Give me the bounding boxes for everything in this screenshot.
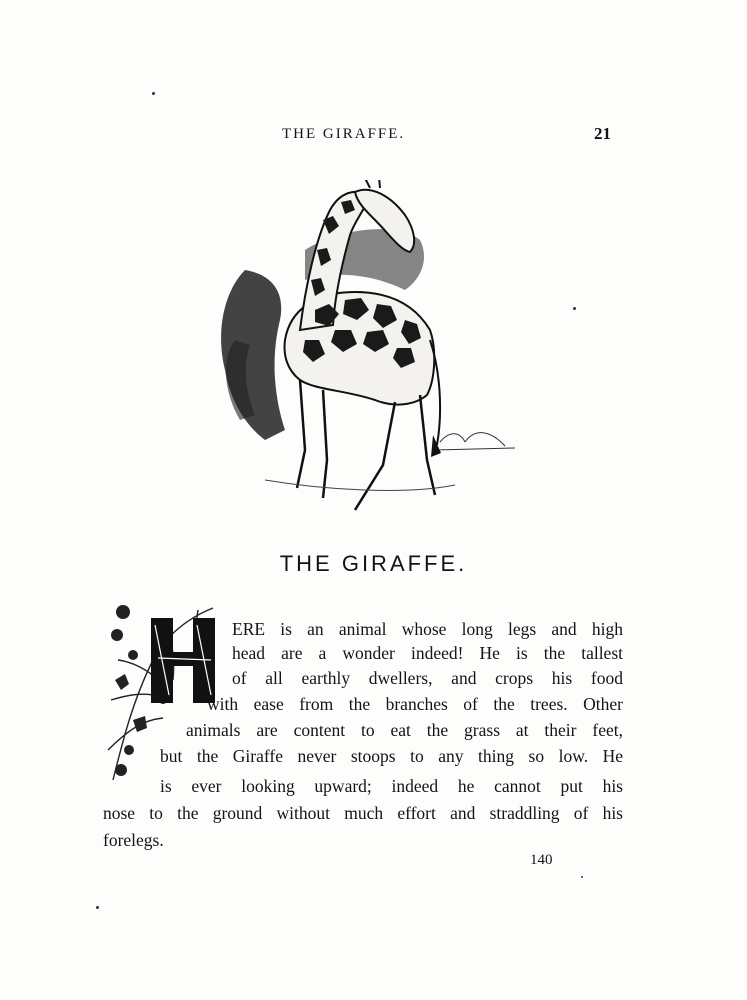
body-line: but the Giraffe never stoops to any thing so low. He [160,746,623,766]
body-line: nose to the ground without much effort and straddling of his [103,803,623,823]
chapter-heading: THE GIRAFFE. [279,551,468,576]
body-line: forelegs. [103,830,164,850]
body-line: is ever looking upward; indeed he cannot put his [160,776,623,796]
paper-speck [573,307,576,310]
body-line: of all earthly dwellers, and crops his food [232,668,623,688]
body-line: with ease from the branches of the trees. Other [207,694,623,714]
signature-folio: 140 [530,852,553,868]
paper-speck [152,92,155,95]
body-line: ERE is an animal whose long legs and high [232,619,623,639]
paper-speck [581,876,583,878]
body-line: animals are content to eat the grass at their feet, [186,720,623,740]
giraffe-illustration [205,180,525,520]
paper-speck [96,906,99,909]
running-head-title: THE GIRAFFE. [282,126,406,142]
body-line: head are a wonder indeed! He is the tallest [232,643,623,663]
page-number: 21 [594,124,611,143]
